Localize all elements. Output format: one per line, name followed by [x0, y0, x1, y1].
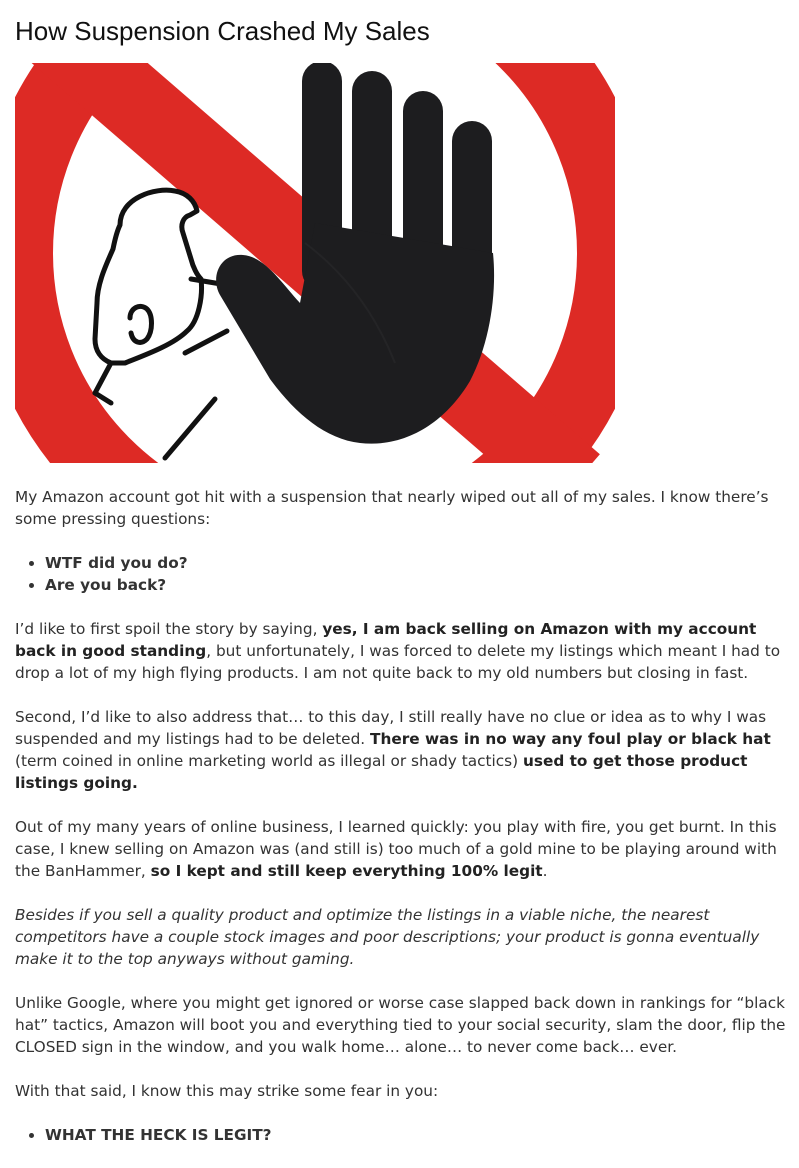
spoiler-paragraph [15, 618, 795, 684]
fear-paragraph: With that said, I know this may strike some fear in you: [15, 1082, 439, 1100]
list-item: • WTF did you do? [45, 552, 795, 574]
bold-segment: yes, I am back selling on Amazon with my account back in good standing [15, 620, 757, 660]
text-segment: Second, I’d like to also address that… to this day, I still really have no clue or idea as to why I was suspended and my listings had to be deleted. [15, 708, 767, 748]
italic-paragraph [15, 904, 795, 970]
italic-text: Besides if you sell a quality product and optimize the listings in a viable niche, the nearest competitors have a couple stock images and poor descriptions; your product is gonna eventually make it to the top anyways without gaming. [15, 906, 760, 968]
text-segment: (term coined in online marketing world as illegal or shady tactics) [15, 752, 523, 770]
questions-list [15, 552, 795, 596]
bold-segment: There was in no way any foul play or black hat [370, 730, 771, 748]
intro-paragraph: My Amazon account got hit with a suspension that nearly wiped out all of my sales. I know there’s some pressing questions: [15, 488, 769, 528]
article-title: How Suspension Crashed My Sales [15, 16, 430, 46]
legit-list [15, 1124, 795, 1146]
second-paragraph [15, 706, 795, 794]
text-segment: , but unfortunately, I was forced to delete my listings which meant I had to drop a lot of my high flying products. I am not quite back to my old numbers but closing in fast. [15, 642, 781, 682]
bold-segment: so I kept and still keep everything 100% legit [150, 862, 543, 880]
experience-paragraph [15, 816, 795, 882]
stop-hand-image [15, 63, 615, 463]
google-comparison-paragraph: Unlike Google, where you might get ignored or worse case slapped back down in rankings for “black hat” tactics, Amazon will boot you and everything tied to your social security, slam the door, flip the CLOSED sign in the window, and you walk home… alone… to never come back… ever. [15, 994, 786, 1056]
article-body [15, 486, 795, 1168]
list-item: • Are you back? [45, 574, 795, 596]
list-item: • WHAT THE HECK IS LEGIT? [45, 1124, 795, 1146]
text-segment: I’d like to first spoil the story by saying, [15, 620, 323, 638]
text-segment: Out of my many years of online business, I learned quickly: you play with fire, you get burnt. In this case, I knew selling on Amazon was (and still is) too much of a gold mine to be playing around with the BanHammer, [15, 818, 777, 880]
bold-segment: used to get those product listings going. [15, 752, 748, 792]
text-segment: . [542, 862, 548, 880]
